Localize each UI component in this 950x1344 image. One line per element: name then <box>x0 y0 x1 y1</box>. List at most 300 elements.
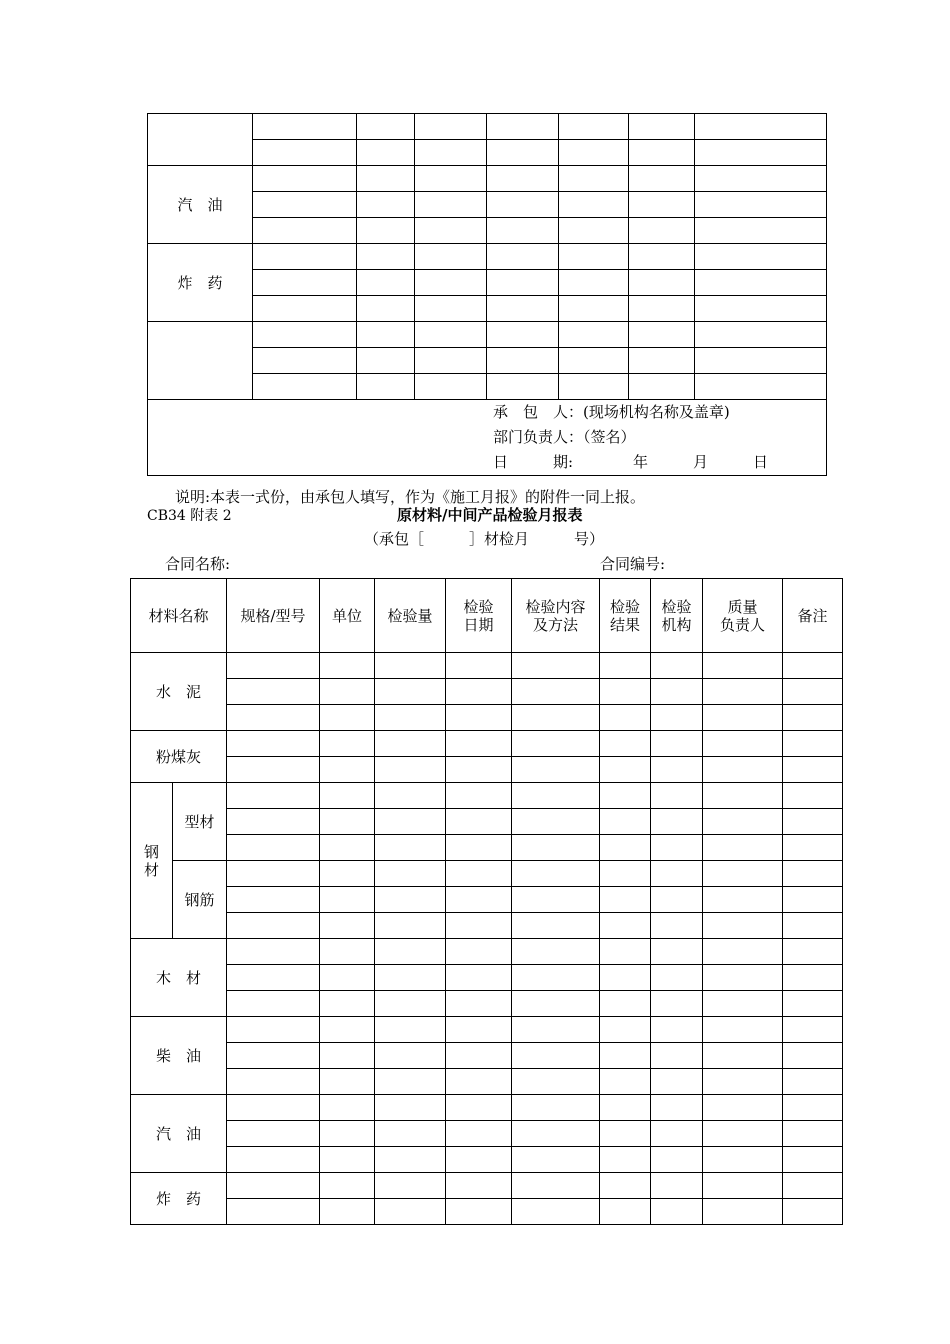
blank-cell <box>651 887 703 913</box>
table-row <box>131 705 843 731</box>
column-header-line: 检验内容 <box>525 597 586 616</box>
blank-cell <box>512 965 600 991</box>
column-header-line: 材料名称 <box>148 606 209 625</box>
blank-cell <box>600 1043 651 1069</box>
blank-cell <box>375 705 446 731</box>
blank-cell <box>227 1017 320 1043</box>
blank-cell <box>375 991 446 1017</box>
blank-cell <box>695 322 827 348</box>
blank-cell <box>375 653 446 679</box>
blank-cell <box>695 166 827 192</box>
table-row <box>131 1069 843 1095</box>
material-steel-rebar: 钢筋 <box>173 861 227 939</box>
blank-cell <box>253 244 357 270</box>
blank-cell <box>512 1043 600 1069</box>
table-row <box>131 887 843 913</box>
blank-cell <box>783 1121 843 1147</box>
blank-cell <box>559 270 629 296</box>
blank-cell <box>320 1043 375 1069</box>
blank-cell <box>320 653 375 679</box>
blank-cell <box>512 887 600 913</box>
blank-cell <box>651 939 703 965</box>
blank-cell <box>600 679 651 705</box>
blank-cell <box>651 757 703 783</box>
blank-cell <box>320 835 375 861</box>
blank-cell <box>487 270 559 296</box>
table-row <box>148 244 827 270</box>
blank-cell <box>559 244 629 270</box>
material-label <box>148 322 253 400</box>
table-row <box>131 835 843 861</box>
blank-cell <box>703 887 783 913</box>
blank-cell <box>227 1095 320 1121</box>
blank-cell <box>651 1017 703 1043</box>
column-header-line: 结果 <box>610 615 641 634</box>
blank-cell <box>703 965 783 991</box>
blank-cell <box>703 913 783 939</box>
blank-cell <box>446 1147 512 1173</box>
blank-cell <box>487 166 559 192</box>
blank-cell <box>783 731 843 757</box>
column-header-line: 备注 <box>797 606 828 625</box>
blank-cell <box>375 731 446 757</box>
column-header <box>703 579 783 653</box>
blank-cell <box>703 1121 783 1147</box>
blank-cell <box>512 1069 600 1095</box>
blank-cell <box>512 835 600 861</box>
blank-cell <box>446 913 512 939</box>
blank-cell <box>600 1069 651 1095</box>
blank-cell <box>651 965 703 991</box>
blank-cell <box>695 348 827 374</box>
blank-cell <box>512 939 600 965</box>
blank-cell <box>600 861 651 887</box>
blank-cell <box>512 783 600 809</box>
blank-cell <box>487 348 559 374</box>
blank-cell <box>375 783 446 809</box>
blank-cell <box>320 1017 375 1043</box>
blank-cell <box>227 835 320 861</box>
blank-cell <box>375 1095 446 1121</box>
blank-cell <box>446 1173 512 1199</box>
blank-cell <box>783 705 843 731</box>
blank-cell <box>415 322 487 348</box>
blank-cell <box>446 653 512 679</box>
blank-cell <box>559 348 629 374</box>
blank-cell <box>446 1199 512 1225</box>
blank-cell <box>227 1173 320 1199</box>
blank-cell <box>600 835 651 861</box>
blank-cell <box>446 1095 512 1121</box>
blank-cell <box>375 965 446 991</box>
blank-cell <box>703 861 783 887</box>
blank-cell <box>415 114 487 140</box>
contract-no-label: 合同编号: <box>600 555 666 573</box>
blank-cell <box>783 1199 843 1225</box>
blank-cell <box>703 809 783 835</box>
blank-cell <box>253 218 357 244</box>
blank-cell <box>446 991 512 1017</box>
column-header-line: 质量 <box>727 597 758 616</box>
blank-cell <box>703 1147 783 1173</box>
blank-cell <box>651 1199 703 1225</box>
blank-cell <box>253 270 357 296</box>
blank-cell <box>446 731 512 757</box>
blank-cell <box>600 887 651 913</box>
blank-cell <box>253 166 357 192</box>
blank-cell <box>512 731 600 757</box>
blank-cell <box>629 114 695 140</box>
blank-cell <box>357 374 415 400</box>
blank-cell <box>357 296 415 322</box>
blank-cell <box>357 114 415 140</box>
blank-cell <box>375 1173 446 1199</box>
blank-cell <box>487 244 559 270</box>
blank-cell <box>375 757 446 783</box>
blank-cell <box>227 731 320 757</box>
blank-cell <box>227 705 320 731</box>
blank-cell <box>512 1017 600 1043</box>
blank-cell <box>415 166 487 192</box>
blank-cell <box>629 166 695 192</box>
note-text: 说明:本表一式份，由承包人填写，作为《施工月报》的附件一同上报。 <box>175 488 646 506</box>
column-header <box>512 579 600 653</box>
blank-cell <box>487 374 559 400</box>
table-row <box>148 114 827 140</box>
blank-cell <box>695 218 827 244</box>
column-header-line: 检验量 <box>387 606 433 625</box>
column-header-line: 负责人 <box>720 615 766 634</box>
blank-cell <box>629 374 695 400</box>
blank-cell <box>600 1147 651 1173</box>
blank-cell <box>600 1121 651 1147</box>
blank-cell <box>629 244 695 270</box>
blank-cell <box>357 166 415 192</box>
blank-cell <box>651 653 703 679</box>
blank-cell <box>629 140 695 166</box>
blank-cell <box>600 965 651 991</box>
blank-cell <box>253 348 357 374</box>
blank-cell <box>375 1017 446 1043</box>
blank-cell <box>446 679 512 705</box>
blank-cell <box>375 679 446 705</box>
blank-cell <box>487 140 559 166</box>
form-code: CB34 附表 2 <box>147 508 232 524</box>
column-header-line: 检验 <box>463 597 494 616</box>
table-row <box>131 1199 843 1225</box>
blank-cell <box>375 913 446 939</box>
signature-row <box>148 400 827 476</box>
column-header-line: 日期 <box>463 615 494 634</box>
blank-cell <box>446 705 512 731</box>
blank-cell <box>253 296 357 322</box>
blank-cell <box>695 114 827 140</box>
blank-cell <box>703 1095 783 1121</box>
blank-cell <box>783 835 843 861</box>
blank-cell <box>629 192 695 218</box>
material-label: 炸 药 <box>148 244 253 322</box>
blank-cell <box>600 705 651 731</box>
blank-cell <box>415 270 487 296</box>
blank-cell <box>375 861 446 887</box>
blank-cell <box>600 991 651 1017</box>
blank-cell <box>320 1069 375 1095</box>
blank-cell <box>357 348 415 374</box>
blank-cell <box>651 991 703 1017</box>
blank-cell <box>415 348 487 374</box>
blank-cell <box>651 783 703 809</box>
blank-cell <box>559 322 629 348</box>
blank-cell <box>600 913 651 939</box>
blank-cell <box>487 218 559 244</box>
blank-cell <box>600 757 651 783</box>
blank-cell <box>227 939 320 965</box>
blank-cell <box>651 835 703 861</box>
column-header <box>783 579 843 653</box>
blank-cell <box>512 1199 600 1225</box>
blank-cell <box>512 913 600 939</box>
blank-cell <box>446 939 512 965</box>
column-header <box>651 579 703 653</box>
blank-cell <box>320 731 375 757</box>
blank-cell <box>227 1069 320 1095</box>
blank-cell <box>446 835 512 861</box>
blank-cell <box>512 757 600 783</box>
blank-cell <box>703 705 783 731</box>
blank-cell <box>357 322 415 348</box>
form-title: 原材料/中间产品检验月报表 <box>397 506 583 524</box>
blank-cell <box>375 1199 446 1225</box>
blank-cell <box>227 991 320 1017</box>
blank-cell <box>357 218 415 244</box>
signature-cell <box>148 400 827 476</box>
blank-cell <box>695 296 827 322</box>
blank-cell <box>512 653 600 679</box>
blank-cell <box>253 192 357 218</box>
blank-cell <box>253 114 357 140</box>
blank-cell <box>415 140 487 166</box>
blank-cell <box>227 887 320 913</box>
blank-cell <box>783 991 843 1017</box>
blank-cell <box>783 679 843 705</box>
column-header <box>227 579 320 653</box>
column-header <box>320 579 375 653</box>
blank-cell <box>512 679 600 705</box>
blank-cell <box>783 783 843 809</box>
blank-cell <box>375 1147 446 1173</box>
blank-cell <box>703 939 783 965</box>
blank-cell <box>487 322 559 348</box>
blank-cell <box>357 192 415 218</box>
column-header <box>131 579 227 653</box>
table-row <box>131 1121 843 1147</box>
material-explosive: 炸 药 <box>131 1173 227 1225</box>
blank-cell <box>487 296 559 322</box>
blank-cell <box>600 939 651 965</box>
blank-cell <box>559 218 629 244</box>
blank-cell <box>703 835 783 861</box>
blank-cell <box>375 939 446 965</box>
blank-cell <box>783 809 843 835</box>
blank-cell <box>629 270 695 296</box>
blank-cell <box>227 913 320 939</box>
blank-cell <box>253 140 357 166</box>
blank-cell <box>651 809 703 835</box>
blank-cell <box>446 1121 512 1147</box>
blank-cell <box>227 1121 320 1147</box>
blank-cell <box>600 1173 651 1199</box>
blank-cell <box>651 1095 703 1121</box>
blank-cell <box>629 322 695 348</box>
blank-cell <box>783 1095 843 1121</box>
blank-cell <box>512 1147 600 1173</box>
blank-cell <box>783 1173 843 1199</box>
blank-cell <box>446 1069 512 1095</box>
blank-cell <box>651 1147 703 1173</box>
blank-cell <box>600 1095 651 1121</box>
blank-cell <box>227 809 320 835</box>
blank-cell <box>783 913 843 939</box>
blank-cell <box>559 166 629 192</box>
blank-cell <box>446 757 512 783</box>
blank-cell <box>783 861 843 887</box>
top-table <box>147 113 827 476</box>
blank-cell <box>512 809 600 835</box>
blank-cell <box>375 1121 446 1147</box>
blank-cell <box>559 296 629 322</box>
table-row <box>131 913 843 939</box>
blank-cell <box>783 1017 843 1043</box>
blank-cell <box>227 861 320 887</box>
blank-cell <box>375 1069 446 1095</box>
blank-cell <box>512 991 600 1017</box>
blank-cell <box>695 374 827 400</box>
blank-cell <box>320 757 375 783</box>
blank-cell <box>375 809 446 835</box>
blank-cell <box>703 991 783 1017</box>
header-row <box>131 579 843 653</box>
blank-cell <box>320 965 375 991</box>
material-gasoline: 汽 油 <box>131 1095 227 1173</box>
table-row <box>131 757 843 783</box>
table-row <box>131 679 843 705</box>
blank-cell <box>375 1043 446 1069</box>
blank-cell <box>415 244 487 270</box>
blank-cell <box>600 731 651 757</box>
table-row <box>131 783 843 809</box>
blank-cell <box>512 861 600 887</box>
blank-cell <box>227 679 320 705</box>
blank-cell <box>629 218 695 244</box>
blank-cell <box>320 1173 375 1199</box>
blank-cell <box>320 809 375 835</box>
blank-cell <box>559 140 629 166</box>
material-steel-section: 型材 <box>173 783 227 861</box>
material-flyash: 粉煤灰 <box>131 731 227 783</box>
blank-cell <box>703 679 783 705</box>
table-row <box>131 861 843 887</box>
blank-cell <box>446 1043 512 1069</box>
blank-cell <box>415 192 487 218</box>
blank-cell <box>651 1121 703 1147</box>
blank-cell <box>651 679 703 705</box>
blank-cell <box>320 991 375 1017</box>
blank-cell <box>320 913 375 939</box>
blank-cell <box>703 1069 783 1095</box>
blank-cell <box>227 757 320 783</box>
blank-cell <box>320 861 375 887</box>
material-wood: 木 材 <box>131 939 227 1017</box>
blank-cell <box>375 887 446 913</box>
blank-cell <box>783 1069 843 1095</box>
blank-cell <box>357 244 415 270</box>
blank-cell <box>227 965 320 991</box>
column-header-line: 单位 <box>332 606 363 625</box>
blank-cell <box>415 296 487 322</box>
blank-cell <box>703 1199 783 1225</box>
blank-cell <box>703 731 783 757</box>
material-label: 汽 油 <box>148 166 253 244</box>
blank-cell <box>783 939 843 965</box>
column-header-line: 检验 <box>661 597 692 616</box>
signature-contractor: 承 包 人：(现场机构名称及盖章) <box>493 403 730 421</box>
blank-cell <box>320 939 375 965</box>
material-diesel: 柴 油 <box>131 1017 227 1095</box>
blank-cell <box>651 731 703 757</box>
blank-cell <box>320 1147 375 1173</box>
material-cement: 水 泥 <box>131 653 227 731</box>
table-row <box>131 809 843 835</box>
blank-cell <box>227 1043 320 1069</box>
blank-cell <box>253 374 357 400</box>
blank-cell <box>695 140 827 166</box>
blank-cell <box>446 1017 512 1043</box>
column-header <box>600 579 651 653</box>
blank-cell <box>559 114 629 140</box>
blank-cell <box>559 374 629 400</box>
blank-cell <box>600 653 651 679</box>
blank-cell <box>320 887 375 913</box>
blank-cell <box>320 783 375 809</box>
table-row <box>148 322 827 348</box>
blank-cell <box>629 296 695 322</box>
blank-cell <box>320 1121 375 1147</box>
material-label <box>148 114 253 166</box>
table-row <box>131 653 843 679</box>
blank-cell <box>783 1043 843 1069</box>
blank-cell <box>487 192 559 218</box>
blank-cell <box>703 757 783 783</box>
blank-cell <box>600 1017 651 1043</box>
blank-cell <box>703 1173 783 1199</box>
blank-cell <box>512 1095 600 1121</box>
blank-cell <box>357 140 415 166</box>
blank-cell <box>446 809 512 835</box>
column-header <box>375 579 446 653</box>
blank-cell <box>559 192 629 218</box>
material-steel-label: 钢材 <box>144 842 160 879</box>
blank-cell <box>227 1147 320 1173</box>
blank-cell <box>703 1017 783 1043</box>
signature-date: 日 期: 年 月 日 <box>493 453 769 471</box>
blank-cell <box>446 965 512 991</box>
table-row <box>131 1147 843 1173</box>
blank-cell <box>703 1043 783 1069</box>
column-header-line: 及方法 <box>533 615 579 634</box>
blank-cell <box>695 244 827 270</box>
blank-cell <box>783 653 843 679</box>
blank-cell <box>446 861 512 887</box>
